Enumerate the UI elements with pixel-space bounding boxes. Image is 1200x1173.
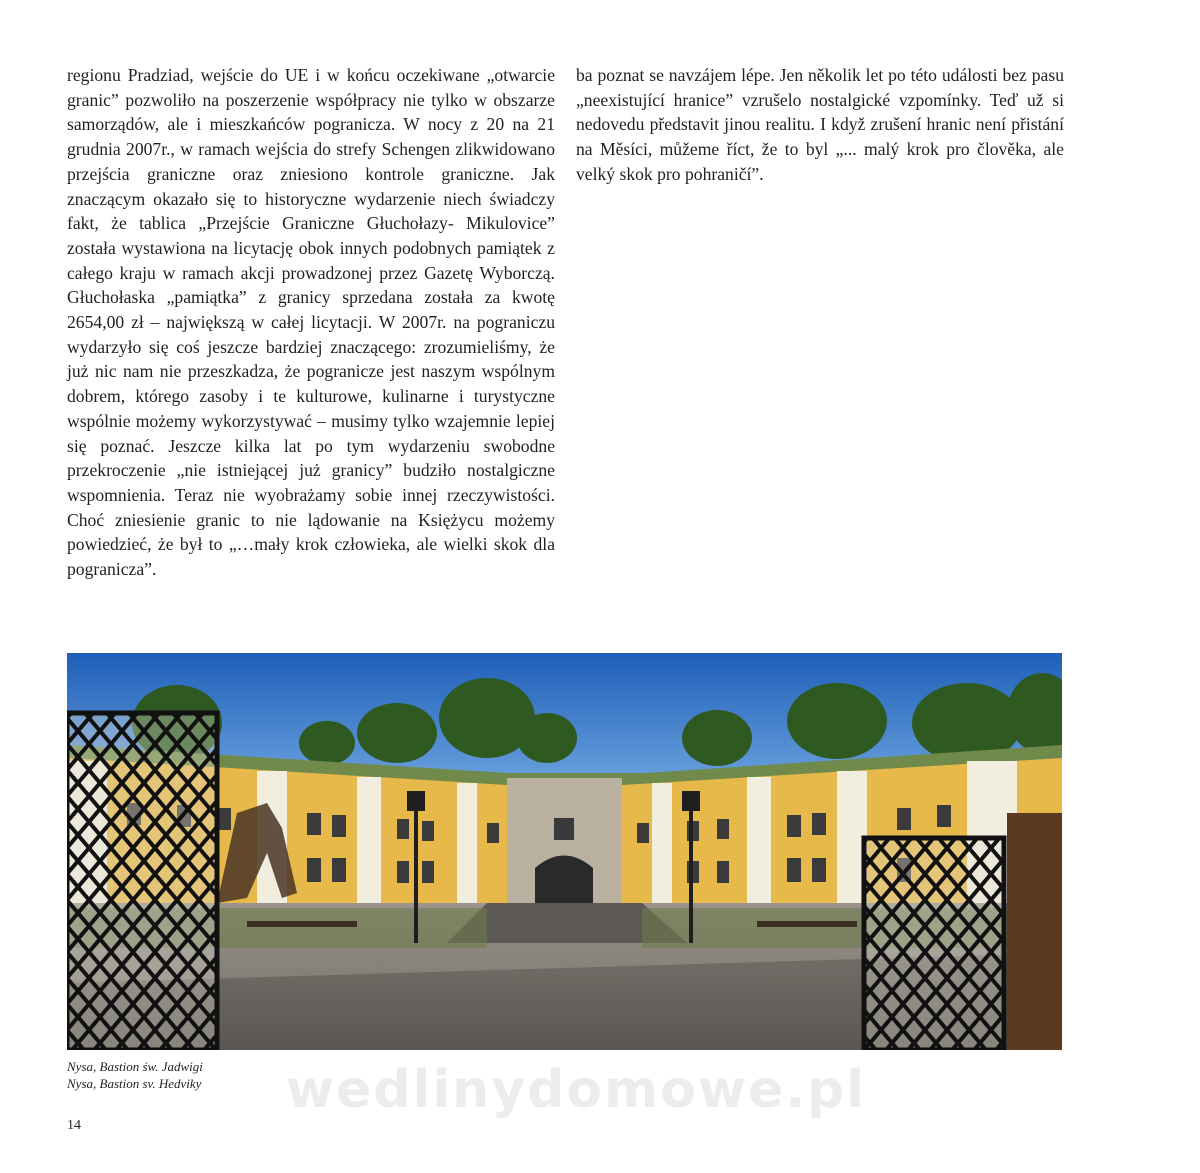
article-column-czech [576,63,1064,187]
watermark: wedlinydomowe.pl [286,1060,867,1120]
article-text-polish: regionu Pradziad, wejście do UE i w końcu oczekiwane „otwarcie granic” pozwoliło na poszerzenie współpracy nie tylko w obszarze samorządów, ale i mieszkańców pogranicza. W nocy z 20 na 21 grudnia 2007r., w ramach wejścia do strefy Schengen zlikwidowano przejścia graniczne oraz zniesiono kontrole graniczne. Jak znaczącym okazało się to historyczne wydarzenie niech świadczy fakt, że tablica „Przejście Graniczne Głuchołazy- Mikulovice” została wystawiona na licytację obok innych podobnych pamiątek z całego kraju w ramach akcji prowadzonej przez Gazetę Wyborczą. Głuchołaska „pamiątka” z granicy sprzedana została za kwotę 2654,00 zł – największą w całej licytacji. W 2007r. na pograniczu wydarzyło się coś jeszcze bardziej znaczącego: zrozumieliśmy, że już nic nam nie przeszkadza, że pogranicze jest naszym wspólnym dobrem, którego zasoby i te kulturowe, kulinarne i turystyczne wspólnie możemy wykorzystywać – musimy tylko wzajemnie lepiej się poznać. Jeszcze kilka lat po tym wydarzeniu swobodne przekroczenie „nie istniejącej już granicy” budziło nostalgiczne wspomnienia. Teraz nie wyobrażamy sobie innej rzeczywistości. Choć zniesienie granic to nie lądowanie na Księżycu możemy powiedzieć, że był to „…mały krok człowieka, ale wielki skok dla pogranicza”. [67,65,555,580]
gate-right [864,838,1004,1050]
article-column-polish [67,63,555,582]
bastion-photo [67,653,1062,1050]
caption-czech: Nysa, Bastion sv. Hedviky [67,1076,202,1091]
page-number: 14 [67,1118,81,1133]
photo-caption [67,1058,203,1092]
article-text-czech: ba poznat se navzájem lépe. Jen několik let po této události bez pasu „neexistující hranice” vzrušelo nostalgické vzpomínky. Teď už si nedovedu představit jinou realitu. I když zrušení hranic není přistání na Měsíci, můžeme říct, že to byl „... malý krok pro člověka, ale velký skok pro pohraničí”. [576,65,1064,184]
gate-left [67,713,217,1050]
caption-polish: Nysa, Bastion św. Jadwigi [67,1059,203,1074]
